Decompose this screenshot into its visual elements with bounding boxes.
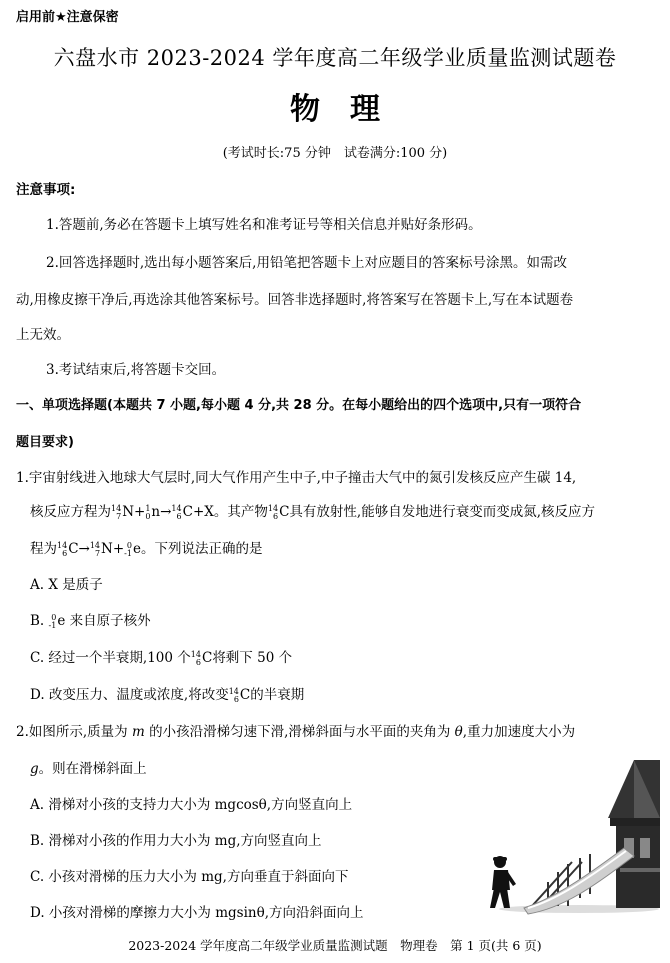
notice-item-2-line-2: 动,用橡皮擦干净后,再选涂其他答案标号。回答非选择题时,将答案写在答题卡上,写在本试题卷 (16, 292, 574, 308)
page-footer: 2023-2024 学年度高二年级学业质量监测试题 物理卷 第 1 页(共 6 页) (128, 938, 542, 953)
secret-label: 启用前★注意保密 (16, 10, 119, 25)
q1-line-1: 1.宇宙射线进入地球大气层时,同大气作用产生中子,中子撞击大气中的氮引发核反应产生碳 14, (16, 470, 577, 486)
section-heading-line-1: 一、单项选择题(本题共 7 小题,每小题 4 分,共 28 分。在每小题给出的四个选项中,只有一项符合 (16, 398, 582, 413)
q2-line-2: g。则在滑梯斜面上 (30, 761, 147, 777)
exam-info: (考试时长:75 分钟 试卷满分:100 分) (222, 146, 448, 161)
nuclide-neutron: 1 0 n (145, 503, 161, 521)
notice-item-2-line-1: 2.回答选择题时,选出每小题答案后,用铅笔把答题卡上对应题目的答案标号涂黑。如需改 (46, 255, 567, 271)
q1-option-b: B. 0 -1 e 来自原子核外 (30, 612, 151, 630)
q1-option-d: D. 改变压力、温度或浓度,将改变 14 6 C的半衰期 (30, 686, 305, 704)
q2-option-c: C. 小孩对滑梯的压力大小为 mg,方向垂直于斜面向下 (30, 869, 349, 885)
notice-item-1: 1.答题前,务必在答题卡上填写姓名和准考证号等相关信息并贴好条形码。 (46, 217, 482, 233)
q2-option-a: A. 滑梯对小孩的支持力大小为 mgcosθ,方向竖直向上 (30, 797, 353, 813)
nuclide-c14: 14 6 C (171, 503, 193, 521)
slide-figure (484, 758, 660, 916)
q1-option-a: A. X 是质子 (30, 577, 103, 593)
notice-heading: 注意事项: (16, 182, 76, 198)
q2-option-d: D. 小孩对滑梯的摩擦力大小为 mgsinθ,方向沿斜面向上 (30, 905, 364, 921)
section-heading-line-2: 题目要求) (16, 435, 74, 450)
notice-item-2-line-3: 上无效。 (16, 327, 70, 343)
page-title: 六盘水市 2023-2024 学年度高二年级学业质量监测试题卷 (53, 46, 617, 70)
nuclide-electron: 0 -1 e (124, 540, 141, 558)
notice-item-3: 3.考试结束后,将答题卡交回。 (46, 362, 226, 378)
q2-option-b: B. 滑梯对小孩的作用力大小为 mg,方向竖直向上 (30, 833, 322, 849)
nuclide-n14: 14 7 N (111, 503, 134, 521)
q1-line-3: 程为 14 6 C→ 14 7 N+ 0 -1 e。下列说法正确的是 (30, 540, 263, 558)
q2-line-1: 2.如图所示,质量为 m 的小孩沿滑梯匀速下滑,滑梯斜面与水平面的夹角为 θ,重力加速度大小为 (16, 724, 576, 740)
q1-line-2: 核反应方程为 14 7 N+ 1 0 n→ 14 6 C+X。其产物 14 6 C具有放射性,能够自发地进行衰变而变成氮,核反应方 (30, 503, 596, 521)
q1-option-c: C. 经过一个半衰期,100 个 14 6 C将剩下 50 个 (30, 649, 293, 667)
subject-title: 物理 (290, 92, 410, 127)
